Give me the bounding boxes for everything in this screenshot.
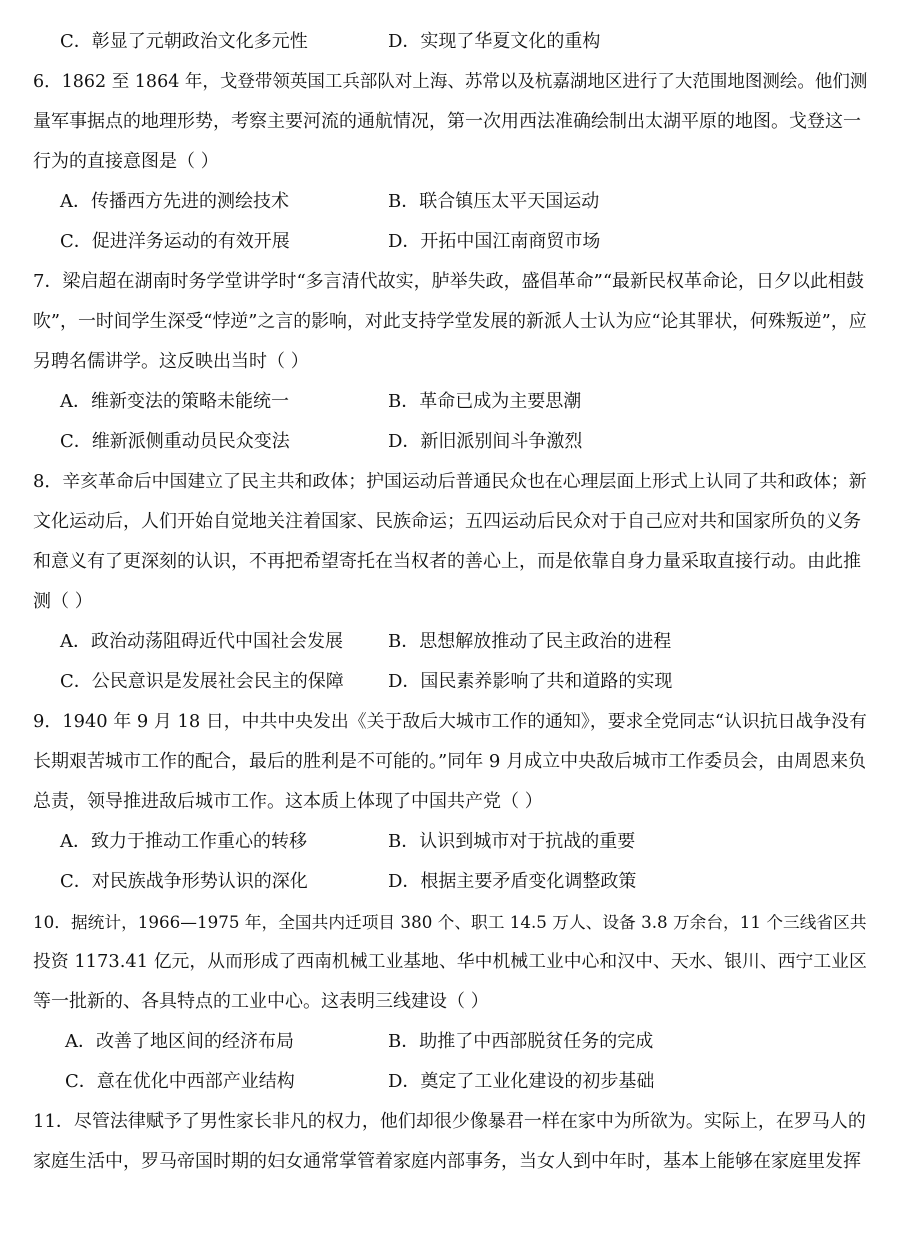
q9-stem-line-1: 9．1940 年 9 月 18 日，中共中央发出《关于敌后大城市工作的通知》，要求全党同志“认识抗日战争没有 — [33, 711, 867, 732]
q6-stem-line-2: 量军事据点的地理形势，考察主要河流的通航情况，第一次用西法准确绘制出太湖平原的地图。戈登这一 — [33, 111, 861, 132]
q7-option-c[interactable]: C．维新派侧重动员民众变法 — [60, 431, 290, 452]
q8-stem-line-2: 文化运动后，人们开始自觉地关注着国家、民族命运；五四运动后民众对于自己应对共和国家所负的义务 — [33, 511, 861, 532]
q7-option-a[interactable]: A．维新变法的策略未能统一 — [60, 391, 289, 412]
q10-option-b[interactable]: B．助推了中西部脱贫任务的完成 — [388, 1031, 654, 1052]
q11-stem-line-2: 家庭生活中，罗马帝国时期的妇女通常掌管着家庭内部事务，当女人到中年时，基本上能够在家庭里发挥 — [33, 1151, 861, 1172]
q6-stem-line-1: 6．1862 至 1864 年，戈登带领英国工兵部队对上海、苏常以及杭嘉湖地区进行了大范围地图测绘。他们测 — [33, 72, 867, 92]
q8-stem-line-4: 测（ ） — [33, 591, 93, 612]
q10-stem-line-3: 等一批新的、各具特点的工业中心。这表明三线建设（ ） — [33, 991, 489, 1012]
q9-option-a[interactable]: A．致力于推动工作重心的转移 — [60, 831, 307, 852]
q8-option-b[interactable]: B．思想解放推动了民主政治的进程 — [388, 631, 672, 652]
q7-option-d[interactable]: D．新旧派别间斗争激烈 — [388, 431, 583, 452]
q8-stem-line-1: 8．辛亥革命后中国建立了民主共和政体；护国运动后普通民众也在心理层面上形式上认同了共和政体；新 — [33, 471, 867, 492]
q7-stem-line-2: 吹”，一时间学生深受“悖逆”之言的影响，对此支持学堂发展的新派人士认为应“论其罪状，何殊叛逆”，应 — [33, 311, 867, 332]
q9-option-c[interactable]: C．对民族战争形势认识的深化 — [60, 871, 308, 892]
q9-option-b[interactable]: B．认识到城市对于抗战的重要 — [388, 831, 636, 852]
q7-stem-line-1: 7．梁启超在湖南时务学堂讲学时“多言清代故实，胪举失政，盛倡革命”“最新民权革命论，日夕以此相鼓 — [33, 271, 865, 292]
q8-option-d[interactable]: D．国民素养影响了共和道路的实现 — [388, 671, 673, 692]
q6-option-d[interactable]: D．开拓中国江南商贸市场 — [388, 231, 601, 252]
q6-option-b[interactable]: B．联合镇压太平天国运动 — [388, 191, 600, 212]
q10-option-d[interactable]: D．奠定了工业化建设的初步基础 — [388, 1071, 655, 1092]
q10-stem-line-2: 投资 1173.41 亿元，从而形成了西南机械工业基地、华中机械工业中心和汉中、天水、银川、西宁工业区 — [33, 951, 867, 972]
q9-stem-line-3: 总责，领导推进敌后城市工作。这本质上体现了中国共产党（ ） — [33, 791, 543, 812]
q6-stem-line-3: 行为的直接意图是（ ） — [33, 151, 219, 172]
q9-stem-line-2: 长期艰苦城市工作的配合，最后的胜利是不可能的。”同年 9 月成立中央敌后城市工作委员会，由周恩来负 — [33, 751, 867, 772]
q5-option-c[interactable]: C．彰显了元朝政治文化多元性 — [60, 31, 308, 52]
q8-stem-line-3: 和意义有了更深刻的认识，不再把希望寄托在当权者的善心上，而是依靠自身力量采取直接行动。由此推 — [33, 551, 861, 572]
q7-option-b[interactable]: B．革命已成为主要思潮 — [388, 391, 582, 412]
q7-stem-line-3: 另聘名儒讲学。这反映出当时（ ） — [33, 351, 309, 372]
q6-option-a[interactable]: A．传播西方先进的测绘技术 — [60, 191, 289, 212]
q8-option-a[interactable]: A．政治动荡阻碍近代中国社会发展 — [60, 631, 343, 652]
q8-option-c[interactable]: C．公民意识是发展社会民主的保障 — [60, 671, 344, 692]
q6-option-c[interactable]: C．促进洋务运动的有效开展 — [60, 231, 290, 252]
q9-option-d[interactable]: D．根据主要矛盾变化调整政策 — [388, 871, 637, 892]
q10-option-a[interactable]: A．改善了地区间的经济布局 — [65, 1031, 294, 1052]
q5-option-d[interactable]: D．实现了华夏文化的重构 — [388, 31, 601, 52]
q10-stem-line-1: 10．据统计，1966—1975 年，全国共内迁项目 380 个、职工 14.5 万人、设备 3.8 万余台，11 个三线省区共 — [33, 912, 867, 932]
q11-stem-line-1: 11．尽管法律赋予了男性家长非凡的权力，他们却很少像暴君一样在家中为所欲为。实际上，在罗马人的 — [33, 1111, 866, 1132]
q10-option-c[interactable]: C．意在优化中西部产业结构 — [65, 1071, 295, 1092]
